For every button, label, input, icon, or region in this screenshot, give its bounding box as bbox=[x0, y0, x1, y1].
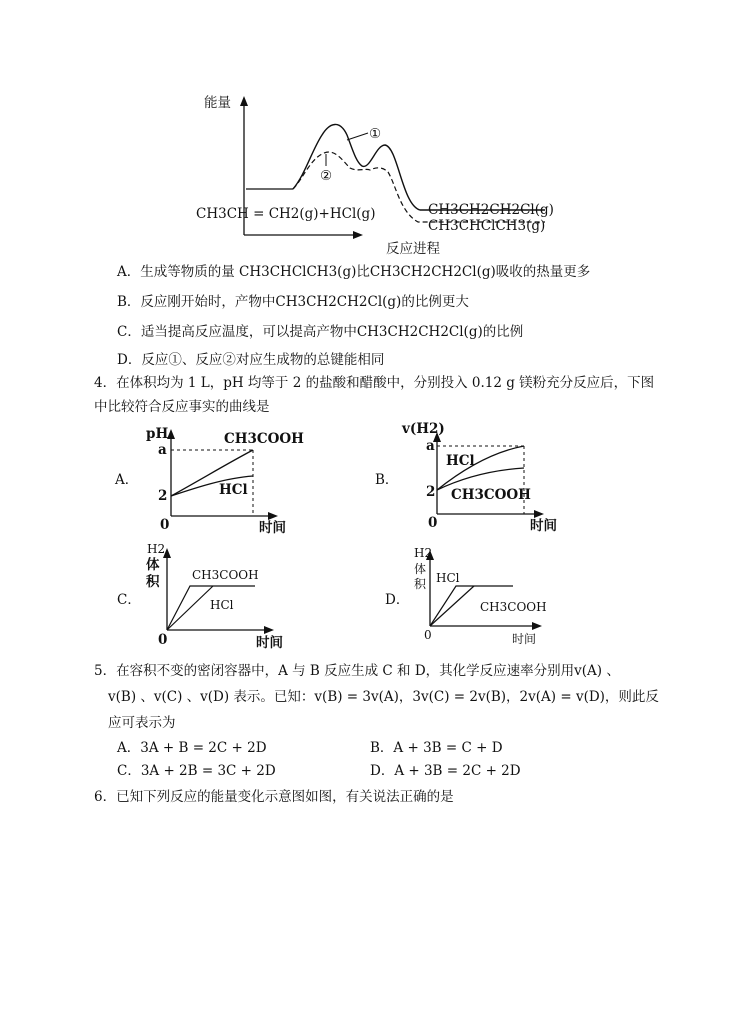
graph-b-letter: B． bbox=[375, 472, 399, 488]
graph-d-lower-label: CH3COOH bbox=[480, 600, 547, 614]
graph-d-ylabel-h2: H2 bbox=[414, 546, 433, 560]
curve-2-marker: ② bbox=[320, 168, 333, 184]
graph-a-xlabel: 时间 bbox=[259, 520, 286, 536]
q3-option-d: D．反应①、反应②对应生成物的总键能相同 bbox=[117, 352, 385, 368]
graph-d-ylabel-ti: 体 bbox=[414, 562, 427, 576]
graph-a-origin: 0 bbox=[160, 517, 170, 533]
q5-line3: 应可表示为 bbox=[108, 715, 176, 731]
graph-c-upper-label: CH3COOH bbox=[192, 568, 259, 582]
graph-b-ylabel: v(H2) bbox=[402, 421, 445, 437]
graph-a-2-tick: 2 bbox=[158, 488, 168, 504]
graph-b-xlabel: 时间 bbox=[530, 518, 557, 534]
energy-axis-label: 能量 bbox=[204, 95, 231, 111]
reactants-label: CH3CH = CH2(g)+HCl(g) bbox=[196, 206, 376, 222]
graph-d-ylabel-ji: 积 bbox=[414, 577, 427, 591]
q5-option-d: D．A + 3B = 2C + 2D bbox=[370, 763, 521, 779]
product-1-label: CH3CH2CH2Cl(g) bbox=[428, 202, 554, 218]
graph-c-lower-label: HCl bbox=[210, 598, 234, 612]
graph-d-xlabel: 时间 bbox=[512, 632, 537, 646]
q3-option-a: A．生成等物质的量 CH3CHClCH3(g)比CH3CH2CH2Cl(g)吸收的热量更多 bbox=[117, 264, 591, 280]
graph-a-upper-label: CH3COOH bbox=[224, 431, 304, 447]
graph-a-ylabel: pH bbox=[146, 426, 169, 442]
curve-1-marker: ① bbox=[369, 126, 382, 142]
graph-c-ylabel-ji: 积 bbox=[146, 574, 160, 590]
q4-stem-line2: 中比较符合反应事实的曲线是 bbox=[94, 399, 270, 415]
graph-d-letter: D． bbox=[385, 592, 410, 608]
graph-b-origin: 0 bbox=[428, 515, 438, 531]
reaction-progress-label: 反应进程 bbox=[386, 241, 440, 257]
graph-b-lower-label: CH3COOH bbox=[451, 487, 531, 503]
graph-d-origin: 0 bbox=[424, 628, 432, 642]
graph-d-upper-label: HCl bbox=[436, 571, 460, 585]
q5-option-c: C．3A + 2B = 3C + 2D bbox=[117, 763, 276, 779]
graph-a-lower-label: HCl bbox=[219, 482, 248, 498]
q3-option-b: B．反应刚开始时，产物中CH3CH2CH2Cl(g)的比例更大 bbox=[117, 294, 469, 310]
q4-stem-line1: 4．在体积均为 1 L，pH 均等于 2 的盐酸和醋酸中，分别投入 0.12 g 镁粉充分反应后，下图 bbox=[94, 375, 655, 391]
q6-stem: 6．已知下列反应的能量变化示意图如图，有关说法正确的是 bbox=[94, 789, 454, 805]
graph-a-letter: A． bbox=[115, 472, 139, 488]
graph-b-2-tick: 2 bbox=[426, 484, 436, 500]
graph-b-upper-label: HCl bbox=[446, 453, 475, 469]
q3-option-c: C．适当提高反应温度，可以提高产物中CH3CH2CH2Cl(g)的比例 bbox=[117, 324, 524, 340]
q5-line2: v(B) 、v(C) 、v(D) 表示。已知：v(B) = 3v(A)，3v(C) = 2v(B)，2v(A) = v(D)，则此反 bbox=[108, 689, 659, 705]
graph-c-xlabel: 时间 bbox=[256, 635, 283, 651]
graph-c-ylabel-h2: H2 bbox=[147, 542, 166, 556]
graph-c-letter: C． bbox=[117, 592, 141, 608]
q5-option-b: B．A + 3B = C + D bbox=[370, 740, 503, 756]
graph-a-a-tick: a bbox=[158, 442, 167, 458]
q5-option-a: A．3A + B = 2C + 2D bbox=[117, 740, 267, 756]
graph-c-ylabel-ti: 体 bbox=[146, 557, 160, 573]
graph-c-origin: 0 bbox=[158, 632, 168, 648]
graph-b-a-tick: a bbox=[426, 438, 435, 454]
product-2-label: CH3CHClCH3(g) bbox=[428, 218, 546, 234]
q5-line1: 5．在容积不变的密闭容器中，A 与 B 反应生成 C 和 D，其化学反应速率分别用v(A) 、 bbox=[94, 663, 620, 679]
